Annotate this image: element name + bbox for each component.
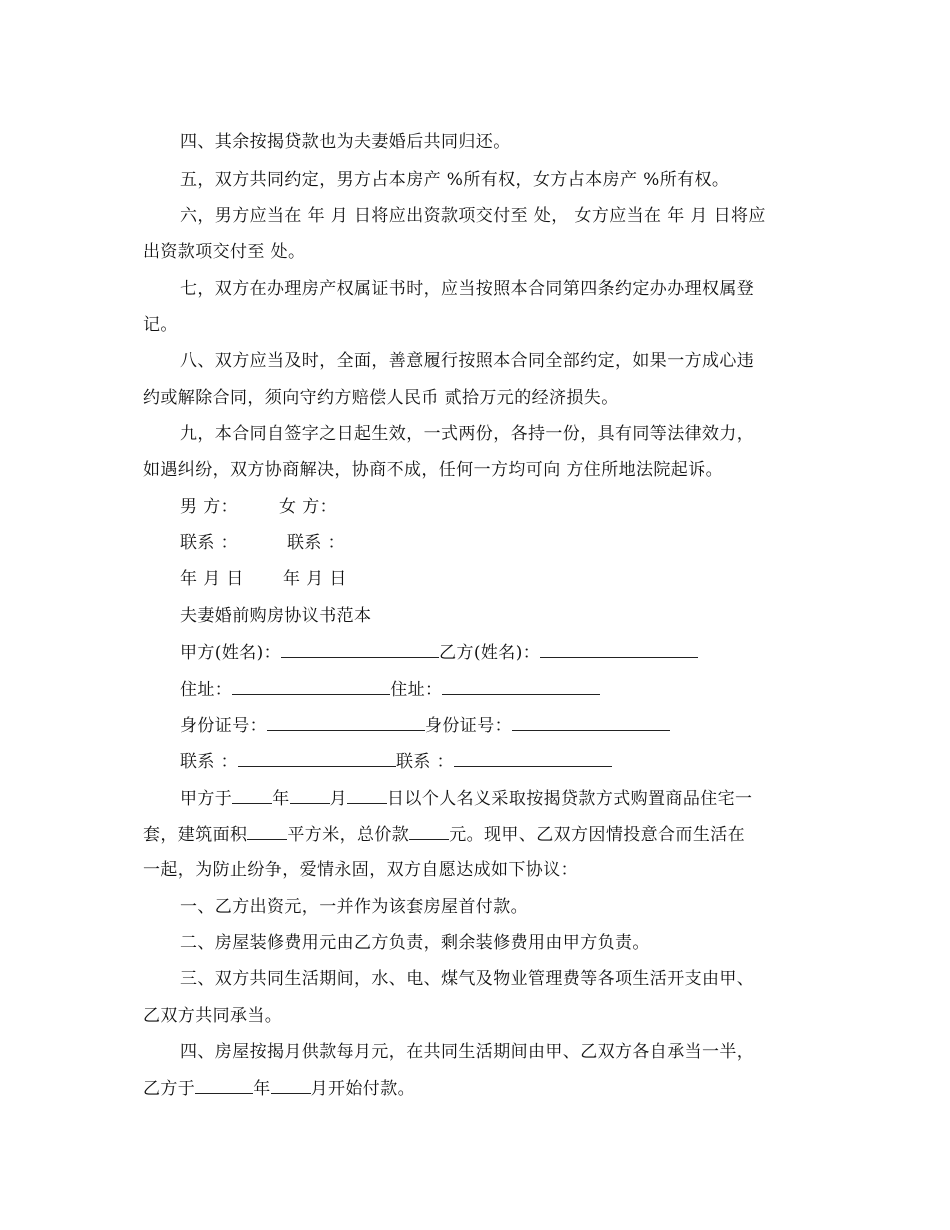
signature-date-2: 年 月 日	[283, 569, 347, 589]
day-blank	[347, 787, 387, 804]
party-a-name-blank	[281, 641, 439, 658]
form-row-address	[180, 678, 600, 701]
paragraph-line: 六，男方应当在 年 月 日将应出资款项交付至 处， 女方应当在 年 月 日将应	[180, 206, 766, 226]
text-fragment: 月开始付款。	[310, 1079, 416, 1099]
clause-line: 乙双方共同承当。	[143, 1006, 283, 1026]
text-fragment: 元。现甲、乙双方因情投意合而生活在	[449, 825, 746, 845]
paragraph-line: 出资款项交付至 处。	[143, 242, 306, 262]
contact-a-blank	[238, 750, 396, 767]
text-fragment: 年	[272, 789, 290, 809]
address-a-blank	[232, 678, 390, 695]
party-b-name-label: 乙方(姓名)：	[439, 643, 541, 663]
area-blank	[247, 823, 287, 840]
paragraph-line: 四、其余按揭贷款也为夫妻婚后共同归还。	[180, 132, 511, 152]
paragraph-line: 如遇纠纷，双方协商解决，协商不成，任何一方均可向 方住所地法院起诉。	[143, 460, 724, 480]
price-blank	[409, 823, 449, 840]
year-blank	[195, 1077, 253, 1094]
form-row-name	[180, 641, 698, 664]
clause-line: 三、双方共同生活期间，水、电、煤气及物业管理费等各项生活开支由甲、	[180, 969, 755, 989]
signature-female-label: 女 方：	[279, 497, 338, 517]
paragraph-line: 七，双方在办理房产权属证书时，应当按照本合同第四条约定办办理权属登	[180, 279, 755, 299]
id-a-label: 身份证号：	[180, 716, 267, 736]
clause-intro-line-3: 一起，为防止纷争，爱情永固，双方自愿达成如下协议：	[143, 860, 578, 880]
id-b-blank	[512, 714, 670, 731]
text-fragment: 月	[329, 789, 348, 809]
paragraph-line: 约或解除合同，须向守约方赔偿人民币 贰拾万元的经济损失。	[143, 388, 619, 408]
text-fragment: 乙方于	[143, 1079, 196, 1099]
month-blank	[271, 1077, 311, 1094]
address-b-blank	[442, 678, 600, 695]
signature-contact-2: 联系 ：	[287, 533, 346, 553]
last-line	[143, 1077, 415, 1100]
contact-b-label: 联系 ：	[396, 752, 455, 772]
text-fragment: 套，建筑面积	[143, 825, 248, 845]
form-row-contact	[180, 750, 612, 773]
text-fragment: 甲方于	[180, 789, 233, 809]
template-title: 夫妻婚前购房协议书范本	[180, 606, 372, 626]
clause-intro-line-1	[180, 787, 752, 810]
year-blank	[232, 787, 272, 804]
paragraph-line: 五，双方共同约定，男方占本房产 %所有权，女方占本房产 %所有权。	[180, 170, 730, 190]
form-row-id	[180, 714, 670, 737]
signature-contact-1: 联系 ：	[180, 533, 239, 553]
address-a-label: 住址：	[180, 680, 233, 700]
party-a-name-label: 甲方(姓名)：	[180, 643, 282, 663]
clause-line: 一、乙方出资元，一并作为该套房屋首付款。	[180, 897, 528, 917]
text-fragment: 平方米，总价款	[287, 825, 410, 845]
paragraph-line: 九，本合同自签字之日起生效，一式两份，各持一份，具有同等法律效力，	[180, 424, 755, 444]
id-b-label: 身份证号：	[425, 716, 512, 736]
id-a-blank	[267, 714, 425, 731]
clause-intro-line-2	[143, 823, 745, 846]
text-fragment: 日以个人名义采取按揭贷款方式购置商品住宅一	[387, 789, 753, 809]
paragraph-line: 八、双方应当及时，全面，善意履行按照本合同全部约定，如果一方成心违	[180, 351, 755, 371]
signature-male-label: 男 方：	[180, 497, 239, 517]
month-blank	[290, 787, 330, 804]
signature-date-1: 年 月 日	[180, 569, 244, 589]
address-b-label: 住址：	[390, 680, 443, 700]
contact-b-blank	[454, 750, 612, 767]
text-fragment: 年	[253, 1079, 271, 1099]
contact-a-label: 联系 ：	[180, 752, 239, 772]
party-b-name-blank	[540, 641, 698, 658]
paragraph-line: 记。	[143, 315, 178, 335]
clause-line: 四、房屋按揭月供款每月元，在共同生活期间由甲、乙双方各自承当一半，	[180, 1042, 755, 1062]
clause-line: 二、房屋装修费用元由乙方负责，剩余装修费用由甲方负责。	[180, 933, 650, 953]
